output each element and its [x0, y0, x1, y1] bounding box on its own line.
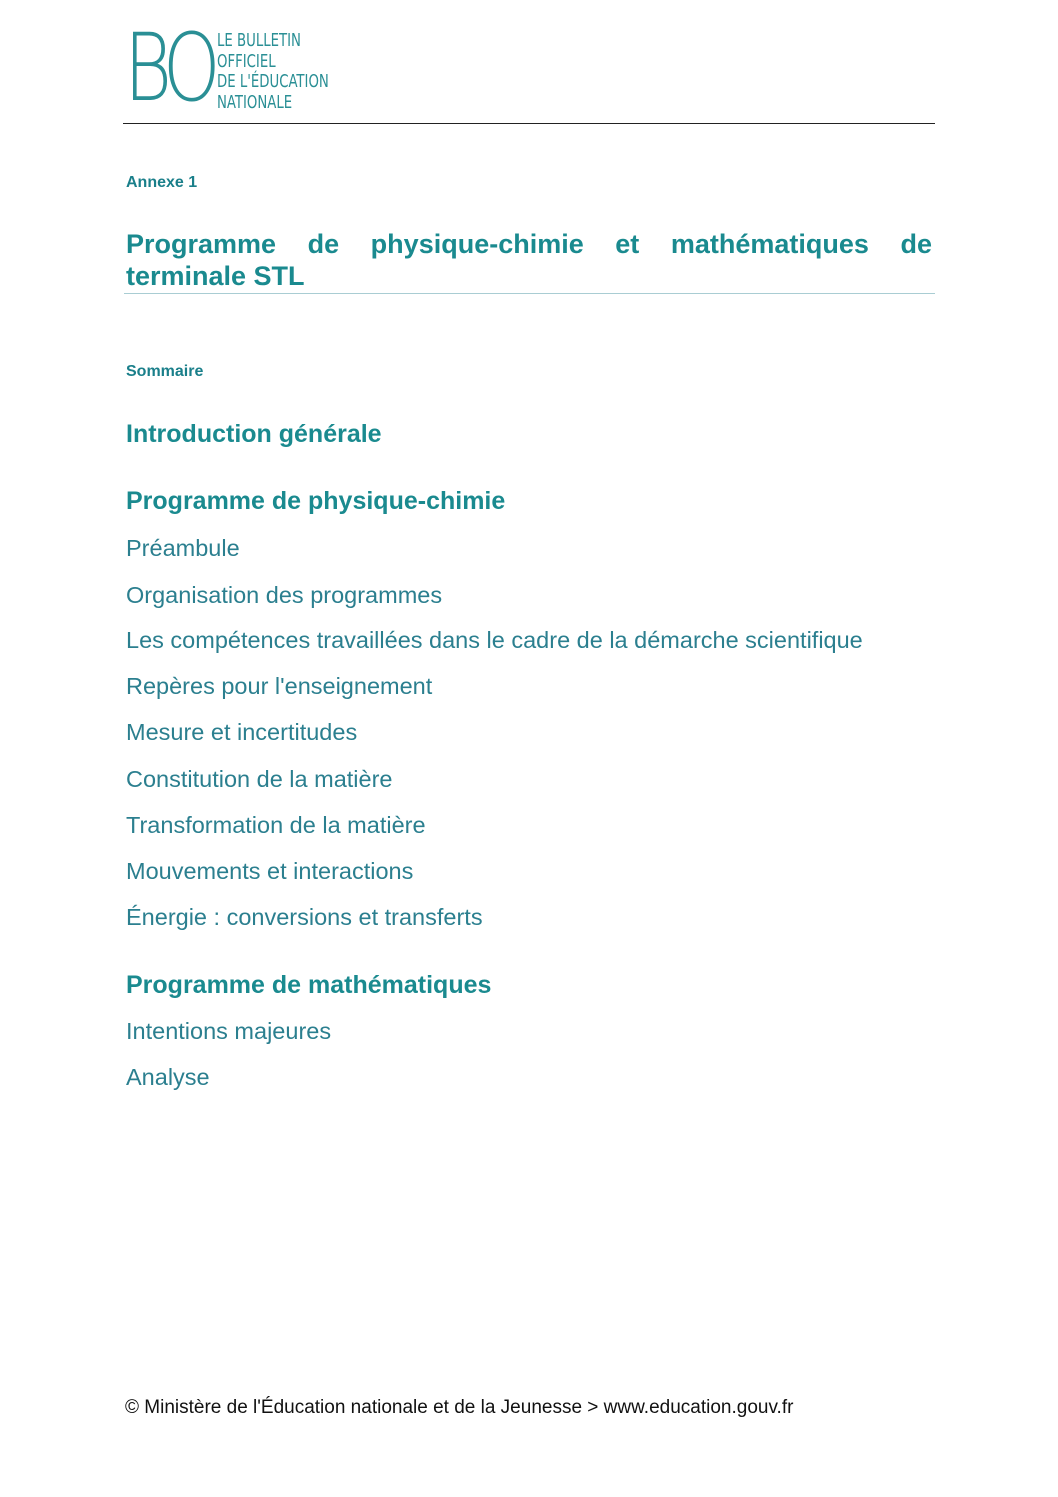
annex-label: Annexe 1	[126, 174, 198, 191]
toc-item[interactable]: Mesure et incertitudes	[126, 719, 358, 745]
logo-text	[217, 31, 329, 113]
logo-mark: BO	[124, 14, 213, 123]
toc-item[interactable]: Énergie : conversions et transferts	[126, 904, 483, 930]
logo-line: LE BULLETIN	[217, 30, 301, 51]
toc-item[interactable]: Intentions majeures	[126, 1018, 332, 1044]
toc-item[interactable]: Transformation de la matière	[126, 812, 426, 838]
title-divider	[124, 293, 935, 294]
title-line-1: Programme de physique-chimie et mathématiques de	[126, 229, 932, 259]
toc-item[interactable]: Analyse	[126, 1064, 210, 1090]
toc-heading-physique-chimie[interactable]: Programme de physique-chimie	[126, 487, 506, 515]
summary-label: Sommaire	[126, 363, 204, 380]
toc-item[interactable]: Repères pour l'enseignement	[126, 673, 433, 699]
toc-item[interactable]: Constitution de la matière	[126, 766, 393, 792]
toc-item[interactable]: Organisation des programmes	[126, 582, 443, 608]
logo-line: NATIONALE	[217, 91, 293, 113]
toc-item[interactable]: Les compétences travaillées dans le cadre de la démarche scientifique	[126, 627, 863, 653]
logo-line: OFFICIEL	[217, 50, 276, 72]
logo-line: DE L'ÉDUCATION	[217, 71, 329, 92]
title-line-2: terminale STL	[126, 261, 305, 291]
footer-copyright: © Ministère de l'Éducation nationale et de la Jeunesse > www.education.gouv.fr	[125, 1397, 794, 1418]
toc-heading-mathematiques[interactable]: Programme de mathématiques	[126, 971, 492, 999]
page-title	[126, 228, 932, 292]
toc-item[interactable]: Mouvements et interactions	[126, 858, 414, 884]
toc-item[interactable]: Préambule	[126, 535, 240, 561]
header-divider	[123, 123, 935, 124]
toc-heading-introduction[interactable]: Introduction générale	[126, 420, 382, 448]
